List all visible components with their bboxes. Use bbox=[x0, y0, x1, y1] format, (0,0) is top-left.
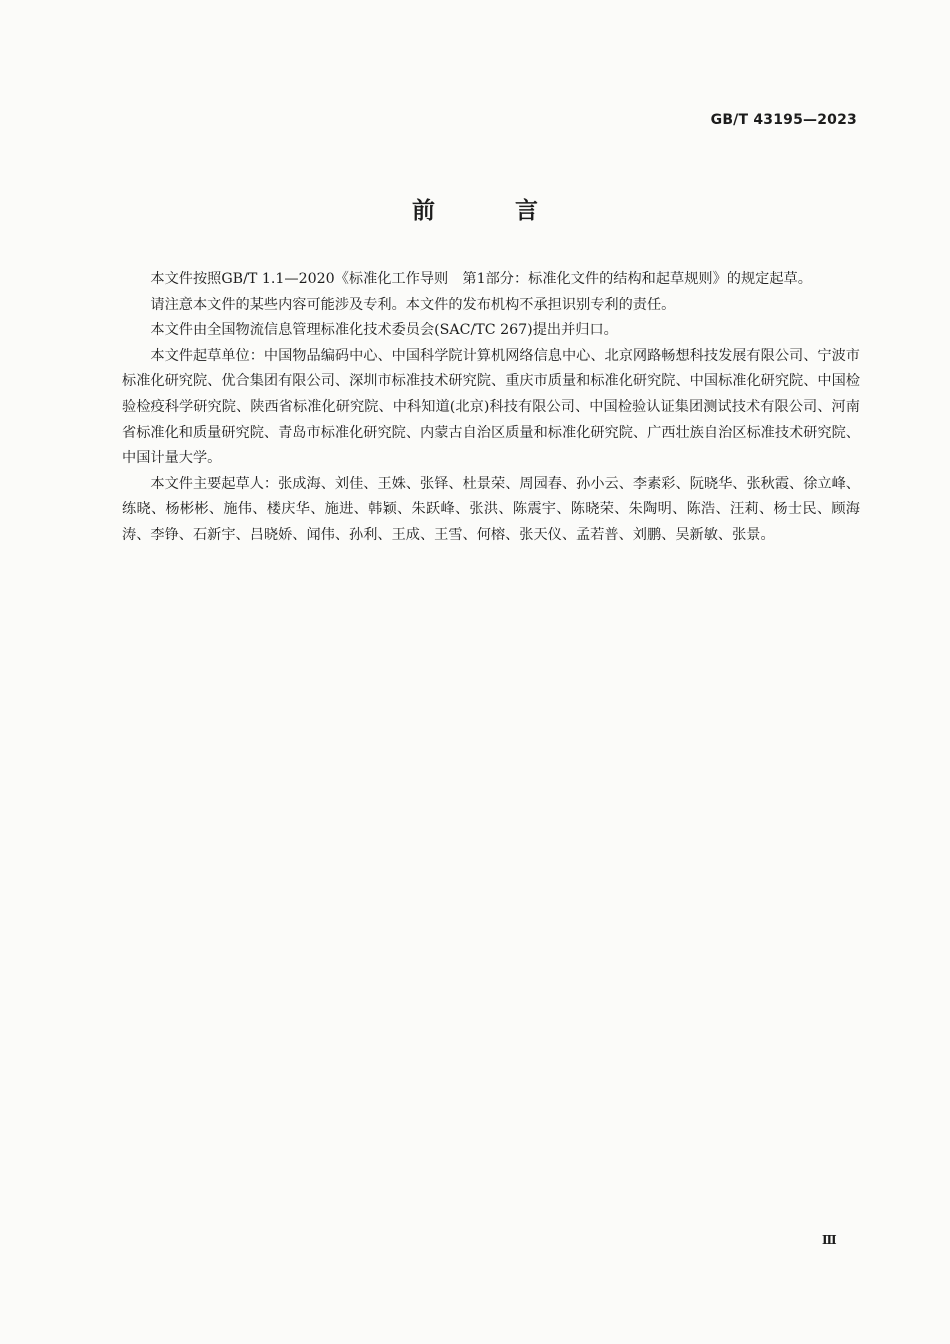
paragraph-proposer: 本文件由全国物流信息管理标准化技术委员会(SAC/TC 267)提出并归口。 bbox=[150, 322, 618, 339]
standard-code: GB/T 43195—2023 bbox=[710, 112, 857, 128]
paragraph-drafters: 本文件主要起草人：张成海、刘佳、王姝、张铎、杜景荣、周园春、孙小云、李素彩、阮晓华、张秋霞、徐立峰、练晓、杨彬彬、施伟、楼庆华、施进、韩颖、朱跃峰、张洪、陈震宇、陈晓荣、朱陶明、陈浩、汪莉、杨士民、顾海涛、李铮、石新宇、吕晓娇、闻伟、孙利、王成、王雪、何榕、张天仪、孟若普、刘鹏、吴新敏、张景。 bbox=[122, 475, 860, 543]
foreword-body bbox=[122, 267, 860, 549]
paragraph-drafting-rules: 本文件按照GB/T 1.1—2020《标准化工作导则 第1部分：标准化文件的结构和起草规则》的规定起草。 bbox=[150, 271, 812, 287]
page-title: 前 言 bbox=[411, 198, 574, 224]
paragraph-drafting-organizations: 本文件起草单位：中国物品编码中心、中国科学院计算机网络信息中心、北京网路畅想科技发展有限公司、宁波市标准化研究院、优合集团有限公司、深圳市标准技术研究院、重庆市质量和标准化研究院、中国标准化研究院、中国检验检疫科学研究院、陕西省标准化研究院、中科知道(北京)科技有限公司、中国检验认证集团测试技术有限公司、河南省标准化和质量研究院、青岛市标准化研究院、内蒙古自治区质量和标准化研究院、广西壮族自治区标准技术研究院、中国计量大学。 bbox=[122, 347, 860, 467]
page-number: Ⅲ bbox=[822, 1233, 837, 1247]
paragraph-patent-notice: 请注意本文件的某些内容可能涉及专利。本文件的发布机构不承担识别专利的责任。 bbox=[150, 296, 676, 313]
